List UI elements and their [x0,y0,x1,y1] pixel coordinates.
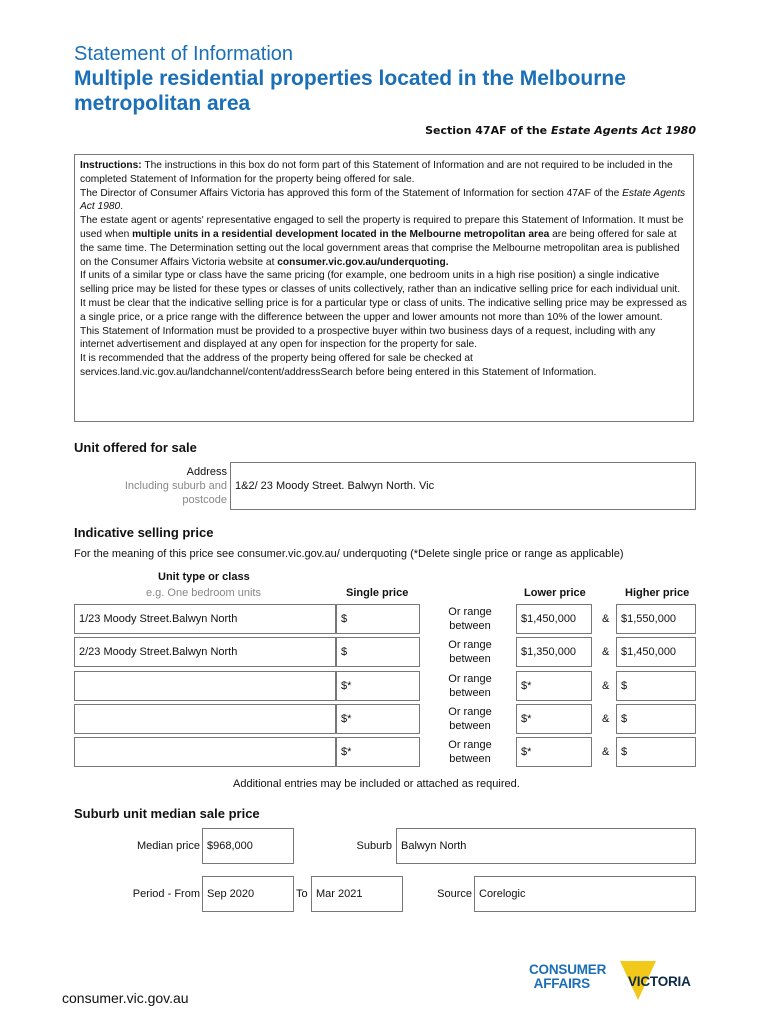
address-label-group [125,465,227,507]
logo-text-victoria: VICTORIA [628,974,691,989]
col-lower-price: Lower price [524,587,586,599]
instructions-p3b: are being offered for sale at the same time. The Determination setting out the local government areas that comprise the Melbourne metropolitan area is published on the Consumer Affairs Victoria website at [80,228,680,268]
unit-type-cell[interactable] [74,737,336,767]
or-range-label [440,672,500,700]
instructions-p5: This Statement of Information must be provided to a prospective buyer within two business days of a request, including with any internet advertisement and displayed at any open for inspection for the property for sale. [80,325,656,351]
higher-price-cell[interactable]: $ [616,671,696,701]
higher-price-cell[interactable]: $ [616,704,696,734]
median-price-label: Median price [137,840,200,852]
or-range-text: Or range [448,673,492,685]
single-price-cell[interactable]: $ [336,604,420,634]
lower-price-cell[interactable]: $1,350,000 [516,637,592,667]
suburb-label: Suburb [356,840,392,852]
col-unit-type: Unit type or class [158,571,250,583]
suburb-value: Balwyn North [401,840,467,852]
higher-price-cell[interactable]: $1,450,000 [616,637,696,667]
median-price-value: $968,000 [207,840,253,852]
instructions-p2-end: . [120,201,124,213]
single-price-cell[interactable]: $* [336,704,420,734]
period-to-value: Mar 2021 [316,888,363,900]
instructions-p2: The Director of Consumer Affairs Victoria has approved this form of the Statement of Information for section 47AF of the [80,187,623,199]
section-reference [425,124,696,137]
ampersand: & [602,646,610,658]
unit-offered-heading: Unit offered for sale [74,440,197,455]
unit-type-cell[interactable] [74,704,336,734]
address-field[interactable] [230,462,696,510]
ampersand: & [602,680,610,692]
period-from-label: Period - From [132,888,200,900]
instructions-p1: The instructions in this box do not form part of this Statement of Information and are not required to be included in the completed Statement of Information for the property being offered for sale. [80,160,673,185]
logo-graphic [528,958,708,1008]
instructions-p2-act: Estate Agents Act 1980 [80,187,686,213]
indicative-note: For the meaning of this price see consumer.vic.gov.au/ underquoting (*Delete single price or range as applicable) [74,548,624,560]
col-higher-price: Higher price [625,587,690,599]
footer-url: consumer.vic.gov.au [62,990,189,1006]
ampersand: & [602,613,610,625]
or-range-label [440,605,500,633]
logo-text-affairs: AFFAIRS [533,976,590,991]
between-text: between [449,620,491,632]
address-sublabel-2: postcode [182,494,227,506]
single-price-cell[interactable]: $ [336,637,420,667]
doc-title-light: Statement of Information [74,43,294,65]
period-from-value: Sep 2020 [207,888,255,900]
lower-price-cell[interactable]: $* [516,737,592,767]
between-text: between [449,753,491,765]
single-price-cell[interactable]: $* [336,737,420,767]
address-label: Address [186,466,227,478]
or-range-text: Or range [448,639,492,651]
unit-type-cell[interactable]: 2/23 Moody Street.Balwyn North [74,637,336,667]
source-label: Source [437,888,472,900]
unit-type-cell[interactable] [74,671,336,701]
period-to-label: To [296,888,308,900]
instructions-p4: If units of a similar type or class have the same pricing (for example, one bedroom units in a high rise position) a single indicative selling price may be listed for these types or classes of units collectively, rather than an indicative selling price for each individual unit. It must be clear that the indicative selling price is for a particular type or class of units. The indicative selling price may be expressed as a single price, or a price range with the difference between the upper and lower amounts not more than 10% of the lower amount. [80,270,687,323]
higher-price-cell[interactable]: $1,550,000 [616,604,696,634]
instructions-box [74,154,694,422]
source-field[interactable] [474,876,696,912]
median-heading: Suburb unit median sale price [74,806,260,821]
instructions-p3-bold1: multiple units in a residential development located in the Melbourne metropolitan area [132,228,550,240]
between-text: between [449,653,491,665]
or-range-label [440,738,500,766]
address-sublabel-1: Including suburb and [124,480,227,492]
consumer-affairs-victoria-logo [528,958,708,1008]
section-prefix: Section 47AF of the [425,124,551,137]
col-single-price: Single price [346,587,409,599]
suburb-field[interactable] [396,828,696,864]
indicative-heading: Indicative selling price [74,525,214,540]
instructions-p3a: The estate agent or agents' representative engaged to sell the property is required to prepare this Statement of Information. It must be used when [80,215,684,240]
lower-price-cell[interactable]: $* [516,704,592,734]
period-to-field[interactable] [311,876,403,912]
period-from-field[interactable] [202,876,294,912]
address-value: 1&2/ 23 Moody Street. Balwyn North. Vic [235,480,435,492]
or-range-label [440,638,500,666]
doc-title-bold: Multiple residential properties located in the Melbourne metropolitan area [74,67,626,115]
or-range-label [440,705,500,733]
instructions-p6: It is recommended that the address of the property being offered for sale be checked at services.land.vic.gov.au/landchannel/content/addressSearch before being entered in this Statement of Information. [80,353,597,378]
unit-type-cell[interactable]: 1/23 Moody Street.Balwyn North [74,604,336,634]
or-range-text: Or range [448,606,492,618]
lower-price-cell[interactable]: $* [516,671,592,701]
or-range-text: Or range [448,706,492,718]
additional-entries-note: Additional entries may be included or attached as required. [233,778,520,790]
source-value: Corelogic [479,888,526,900]
col-unit-type-hint: e.g. One bedroom units [146,587,261,599]
between-text: between [449,720,491,732]
higher-price-cell[interactable]: $ [616,737,696,767]
single-price-cell[interactable]: $* [336,671,420,701]
between-text: between [449,687,491,699]
instructions-label: Instructions: [80,160,142,171]
logo-text-consumer: CONSUMER [529,962,607,977]
section-act: Estate Agents Act 1980 [550,124,696,137]
ampersand: & [602,713,610,725]
median-price-field[interactable] [202,828,294,864]
ampersand: & [602,746,610,758]
or-range-text: Or range [448,739,492,751]
instructions-p3-bold2: consumer.vic.gov.au/underquoting. [277,256,449,268]
lower-price-cell[interactable]: $1,450,000 [516,604,592,634]
